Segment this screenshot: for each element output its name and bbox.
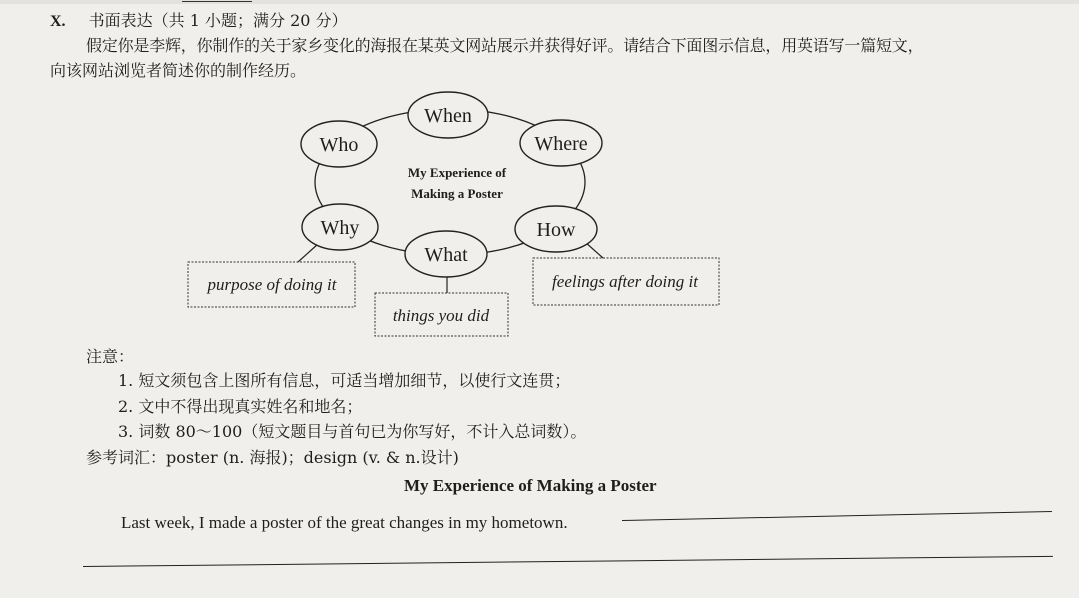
where-label: Where [534,133,588,155]
notes-heading: 注意： [86,347,135,366]
essay-title: My Experience of Making a Poster [404,476,657,495]
notes-item-2: 2. 文中不得出现真实姓名和地名； [118,397,363,416]
prompt-line-1: 假定你是李辉，你制作的关于家乡变化的海报在某英文网站展示并获得好评。请结合下面图示信息，用英语写一篇短文， [86,36,924,55]
why-connector [298,244,318,262]
section-title: 书面表达（共 1 小题；满分 20 分） [88,11,348,30]
notes-item-3: 3. 词数 80～100（短文题目与首句已为你写好，不计入总词数）。 [118,422,587,441]
center-label-line-1: My Experience of [407,165,507,180]
when-label: When [424,105,472,127]
what-label: What [424,244,468,266]
what-box-text: things you did [392,306,490,325]
who-label: Who [319,134,359,156]
how-label: How [536,219,576,241]
essay-first-sentence: Last week, I made a poster of the great changes in my hometown. [121,513,568,532]
notes-item-1: 1. 短文须包含上图所有信息，可适当增加细节，以使行文连贯； [118,371,571,390]
section-number: X. [50,13,66,30]
center-label-line-2: Making a Poster [411,186,503,201]
why-box-text: purpose of doing it [207,275,337,294]
how-box-text: feelings after doing it [552,272,698,291]
prompt-line-2: 向该网站浏览者简述你的制作经历。 [50,61,307,80]
why-label: Why [320,217,360,239]
reference-vocabulary: 参考词汇：poster (n. 海报)；design (v. & n.设计) [86,448,459,467]
